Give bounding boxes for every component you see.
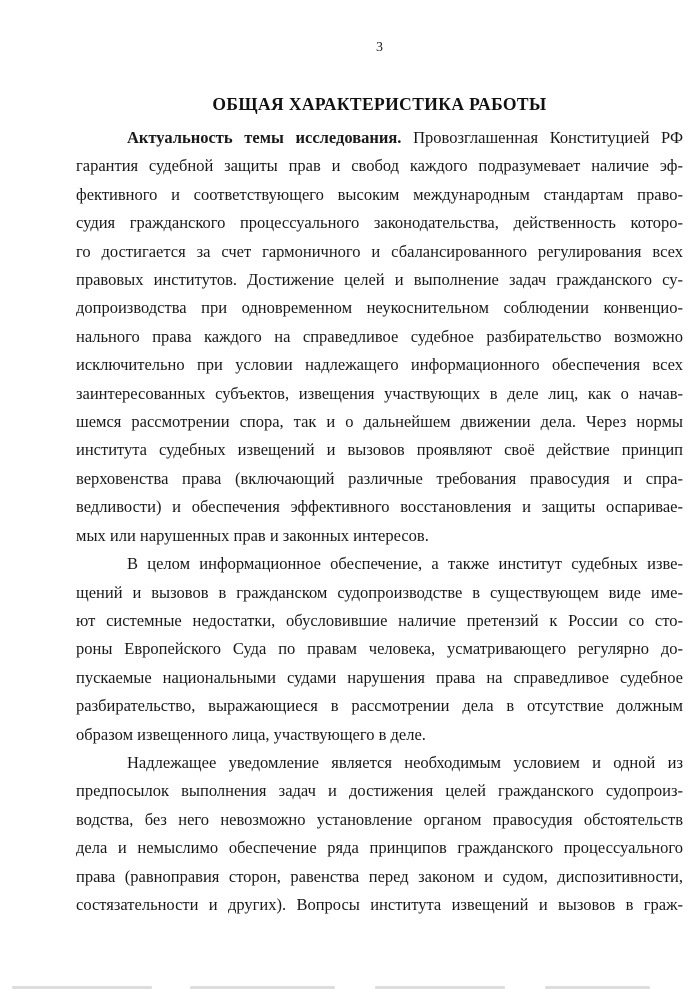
text-line: института судебных извещений и вызовов проявляют своё действие принцип xyxy=(76,440,683,460)
paragraph-3-lines xyxy=(76,749,683,919)
text-line: ведливости) и обеспечения эффективного восстановления и защиты оспаривае- xyxy=(76,497,683,517)
text-line: заинтересованных субъектов, извещения участвующих в деле лиц, как о начав- xyxy=(76,383,683,403)
text-line: ют системные недостатки, обусловившие наличие претензий к России со сто- xyxy=(76,610,683,630)
text-line: разбирательство, выражающиеся в рассмотрении дела в отсутствие должным xyxy=(76,696,683,716)
text-line: судия гражданского процессуального законодательства, действенность которо- xyxy=(76,213,683,233)
cutoff-smudge xyxy=(375,986,505,989)
text-line: гарантия судебной защиты прав и свобод каждого подразумевает наличие эф- xyxy=(76,156,683,176)
document-body xyxy=(76,124,683,919)
text-line: предпосылок выполнения задач и достижения целей гражданского судопроиз- xyxy=(76,781,683,801)
text-line: исключительно при условии надлежащего информационного обеспечения всех xyxy=(76,355,683,375)
text-line: В целом информационное обеспечение, а также институт судебных изве- xyxy=(127,554,683,574)
text-line: правовых институтов. Достижение целей и выполнение задач гражданского су- xyxy=(76,270,683,290)
text-line: щений и вызовов в гражданском судопроизводстве в существующем виде име- xyxy=(76,582,683,602)
text-line-lead xyxy=(76,124,683,152)
page-title: ОБЩАЯ ХАРАКТЕРИСТИКА РАБОТЫ xyxy=(212,94,547,114)
text-line: допроизводства при одновременном неукоснительном соблюдении конвенцио- xyxy=(76,298,683,318)
text-line: водства, без него невозможно установление органом правосудия обстоятельств xyxy=(76,809,683,829)
paragraph-3 xyxy=(76,749,683,919)
paragraph-2 xyxy=(76,550,683,749)
text-line: дела и немыслимо обеспечение ряда принципов гражданского процессуального xyxy=(76,838,683,858)
text-line: образом извещенного лица, участвующего в деле. xyxy=(76,724,426,744)
paragraph-1 xyxy=(76,124,683,550)
cutoff-smudge xyxy=(12,986,152,989)
text-line: состязательности и других). Вопросы института извещений и вызовов в граж- xyxy=(76,894,683,914)
lead-in-rest-text: Провозглашенная Конституцией РФ xyxy=(401,128,683,147)
text-line: пускаемые национальными судами нарушения права на справедливое судебное xyxy=(76,667,683,687)
text-line: верховенства права (включающий различные требования правосудия и спра- xyxy=(76,468,683,488)
text-line: мых или нарушенных прав и законных интересов. xyxy=(76,525,429,545)
cutoff-smudge xyxy=(545,986,650,989)
text-line: Надлежащее уведомление является необходимым условием и одной из xyxy=(127,752,683,772)
cutoff-smudge xyxy=(190,986,335,989)
paragraph-2-lines xyxy=(76,550,683,749)
cutoff-text-artifact xyxy=(0,985,700,990)
lead-in-bold-text: Актуальность темы исследования. xyxy=(127,128,402,147)
text-line: права (равноправия сторон, равенства перед законом и судом, диспозитивности, xyxy=(76,866,683,886)
page-number: 3 xyxy=(376,40,383,55)
text-line: фективного и соответствующего высоким международным стандартам право- xyxy=(76,184,683,204)
text-line: го достигается за счет гармоничного и сбалансированного регулирования всех xyxy=(76,241,683,261)
paragraph-1-lines xyxy=(76,152,683,550)
text-line: шемся рассмотрении спора, так и о дальнейшем движении дела. Через нормы xyxy=(76,412,683,432)
text-line: нального права каждого на справедливое судебное разбирательство возможно xyxy=(76,326,683,346)
text-line: роны Европейского Суда по правам человека, усматривающего регулярно до- xyxy=(76,639,683,659)
